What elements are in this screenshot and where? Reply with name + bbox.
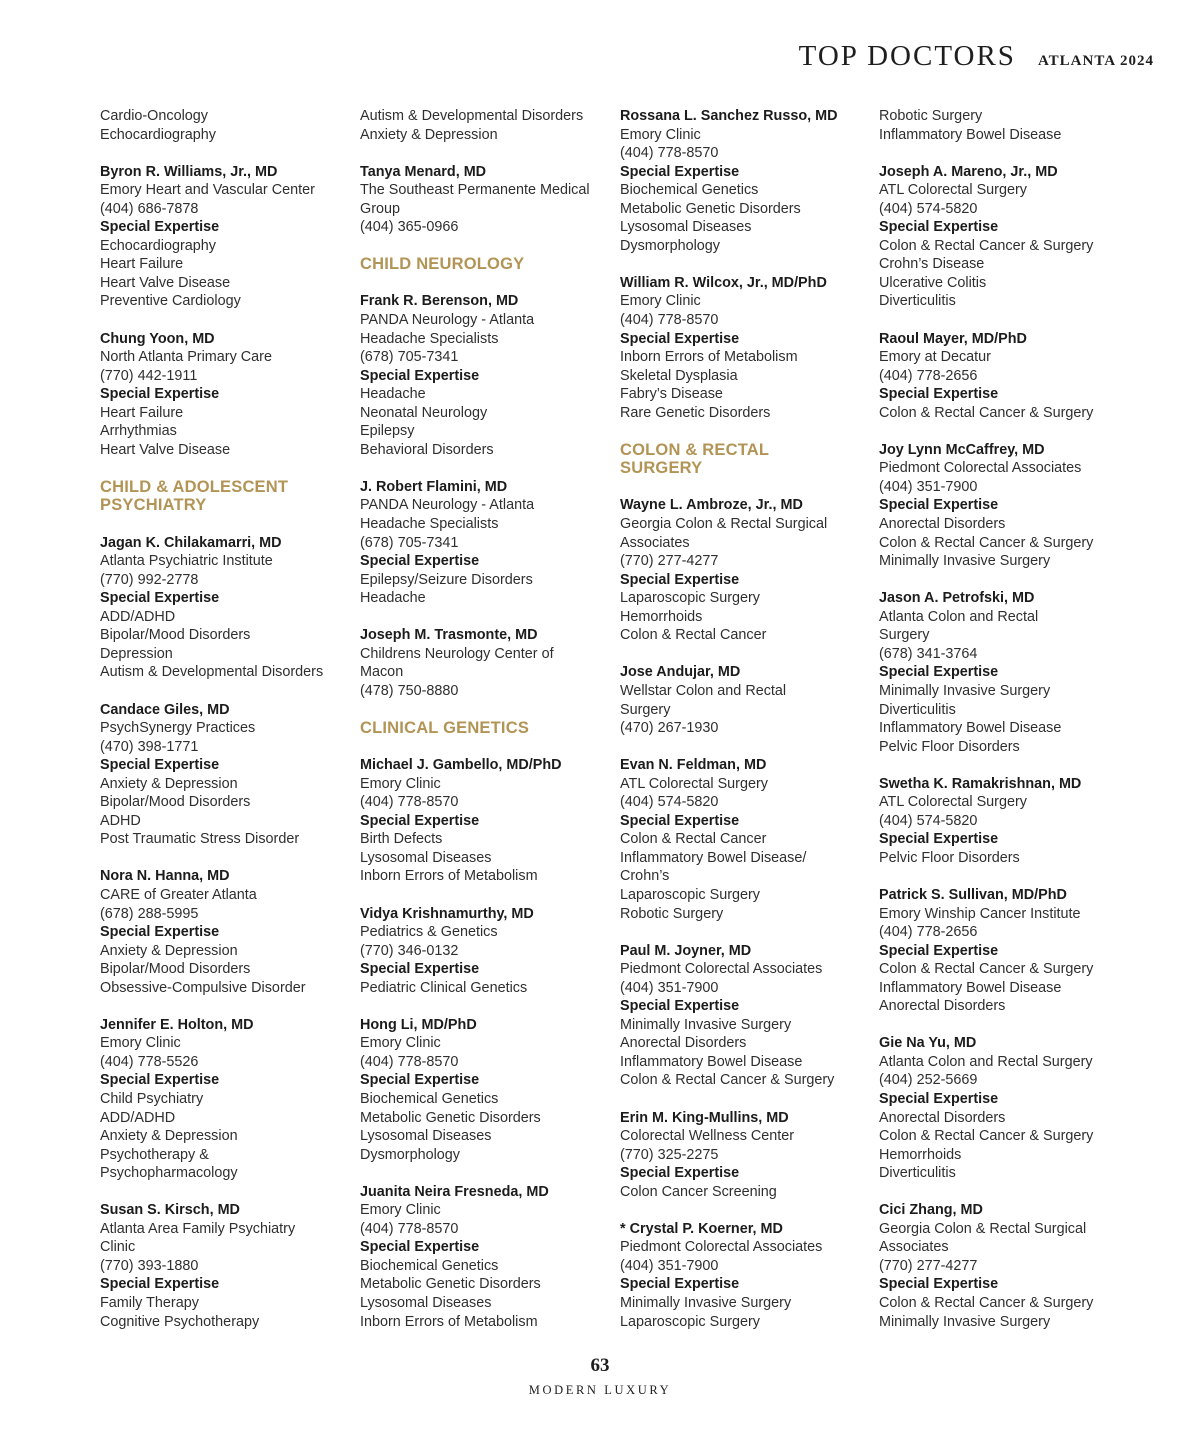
listing-line: Associates <box>620 534 690 551</box>
listing-line: (404) 778-8570 <box>620 312 719 329</box>
listing-line: (478) 750-8880 <box>360 682 459 699</box>
page-number: 63 <box>590 1355 610 1376</box>
spacer <box>100 515 352 534</box>
listing-line: (678) 705-7341 <box>360 349 459 366</box>
listing-column-2 <box>360 107 612 1331</box>
spacer <box>360 886 612 905</box>
listing-line: Arrhythmias <box>100 423 177 440</box>
spacer <box>360 997 612 1016</box>
listing-line: Colorectal Wellness Center <box>620 1128 795 1145</box>
spacer <box>620 1201 872 1220</box>
listing-line: Diverticulitis <box>879 293 956 310</box>
listing-line: Ulcerative Colitis <box>879 274 987 291</box>
listing-line: Macon <box>360 664 404 681</box>
listing-line: Anxiety & Depression <box>100 775 238 792</box>
doctor-name-or-label: Special Expertise <box>620 571 740 588</box>
listing-line: Heart Failure <box>100 404 184 421</box>
listing-line: Echocardiography <box>100 237 216 254</box>
listing-line: Piedmont Colorectal Associates <box>620 961 823 978</box>
listing-line: Child Psychiatry <box>100 1090 204 1107</box>
spacer <box>100 144 352 163</box>
listing-line: Bipolar/Mood Disorders <box>100 627 251 644</box>
doctor-name-or-label: Special Expertise <box>620 998 740 1015</box>
doctor-name-or-label: Michael J. Gambello, MD/PhD <box>360 757 562 774</box>
doctor-name-or-label: Evan N. Feldman, MD <box>620 757 767 774</box>
doctor-name-or-label: Gie Na Yu, MD <box>879 1035 977 1052</box>
listing-line: The Southeast Permanente Medical <box>360 182 590 199</box>
listing-line: Epilepsy/Seizure Disorders <box>360 571 533 588</box>
listing-line: (404) 778-8570 <box>360 1053 459 1070</box>
listing-line: Group <box>360 200 400 217</box>
listing-line: Anxiety & Depression <box>360 126 498 143</box>
doctor-name-or-label: Special Expertise <box>360 553 480 570</box>
listing-line: Inflammatory Bowel Disease <box>879 979 1062 996</box>
listing-line: Georgia Colon & Rectal Surgical <box>879 1220 1087 1237</box>
doctor-name-or-label: Frank R. Berenson, MD <box>360 293 519 310</box>
spacer <box>620 1090 872 1109</box>
doctor-name-or-label: Patrick S. Sullivan, MD/PhD <box>879 886 1067 903</box>
listing-line: PANDA Neurology - Atlanta <box>360 312 535 329</box>
listing-line: Biochemical Genetics <box>620 182 759 199</box>
listing-line: Emory Heart and Vascular Center <box>100 182 315 199</box>
spacer <box>360 237 612 256</box>
listing-line: Fabry’s Disease <box>620 386 723 403</box>
doctor-name-or-label: Jose Andujar, MD <box>620 664 741 681</box>
listing-line: Metabolic Genetic Disorders <box>360 1276 541 1293</box>
listing-line: Laparoscopic Surgery <box>620 1313 760 1330</box>
spacer <box>879 756 1131 775</box>
listing-line: Colon & Rectal Cancer <box>620 627 767 644</box>
listing-line: Anorectal Disorders <box>879 1109 1006 1126</box>
listing-line: (404) 778-8570 <box>360 1220 459 1237</box>
listing-line: (770) 277-4277 <box>879 1257 978 1274</box>
doctor-name-or-label: Special Expertise <box>100 924 220 941</box>
listing-line: Colon & Rectal Cancer & Surgery <box>879 1295 1094 1311</box>
doctor-name-or-label: Joy Lynn McCaffrey, MD <box>879 441 1045 458</box>
specialty-heading: CHILD & ADOLESCENT <box>100 477 289 496</box>
listing-line: (404) 778-2656 <box>879 367 978 384</box>
spacer <box>360 608 612 627</box>
listing-line: Colon & Rectal Cancer & Surgery <box>879 534 1094 551</box>
doctor-name-or-label: Special Expertise <box>879 1090 999 1107</box>
doctor-name-or-label: Special Expertise <box>620 812 740 829</box>
spacer <box>620 645 872 664</box>
listing-line: Rare Genetic Disorders <box>620 404 771 421</box>
spacer <box>100 682 352 701</box>
listing-line: Biochemical Genetics <box>360 1090 499 1107</box>
spacer <box>620 422 872 441</box>
listing-line: Metabolic Genetic Disorders <box>620 200 801 217</box>
publication-subtitle: ATLANTA 2024 <box>1037 53 1154 69</box>
listing-line: (678) 705-7341 <box>360 534 459 551</box>
doctor-name-or-label: Special Expertise <box>879 831 999 848</box>
listing-line: Robotic Surgery <box>879 108 983 124</box>
listing-line: Inflammatory Bowel Disease <box>620 1053 803 1070</box>
specialty-heading: CLINICAL GENETICS <box>360 719 530 738</box>
listing-line: (770) 325-2275 <box>620 1146 719 1163</box>
spacer <box>879 311 1131 330</box>
doctor-name-or-label: Jagan K. Chilakamarri, MD <box>100 534 282 551</box>
doctor-name-or-label: Paul M. Joyner, MD <box>620 942 752 959</box>
listing-line: Heart Valve Disease <box>100 441 231 458</box>
listing-line: Cardio-Oncology <box>100 108 208 124</box>
listing-line: Emory Clinic <box>360 1202 441 1219</box>
doctor-name-or-label: Special Expertise <box>360 961 480 978</box>
listing-line: Atlanta Colon and Rectal <box>879 608 1039 625</box>
spacer <box>100 311 352 330</box>
doctor-name-or-label: Special Expertise <box>360 1239 480 1256</box>
listing-line: Anorectal Disorders <box>879 516 1006 533</box>
listing-line: Autism & Developmental Disorders <box>360 108 584 124</box>
brand-name: MODERN LUXURY <box>528 1383 672 1397</box>
listing-line: Piedmont Colorectal Associates <box>879 460 1082 477</box>
listing-line: (770) 442-1911 <box>100 367 198 384</box>
listing-line: Emory Winship Cancer Institute <box>879 905 1081 922</box>
listing-line: Wellstar Colon and Rectal <box>620 682 787 699</box>
listing-line: Lysosomal Diseases <box>360 849 492 866</box>
spacer <box>620 738 872 757</box>
listing-line: Pelvic Floor Disorders <box>879 849 1020 866</box>
listing-line: Inflammatory Bowel Disease/ <box>620 849 807 866</box>
listing-line: Colon & Rectal Cancer & Surgery <box>879 404 1094 421</box>
listing-line: CARE of Greater Atlanta <box>100 886 257 903</box>
listing-line: Minimally Invasive Surgery <box>620 1016 792 1033</box>
doctor-name-or-label: Hong Li, MD/PhD <box>360 1016 477 1033</box>
listing-line: (404) 778-2656 <box>879 924 978 941</box>
listing-line: (404) 778-8570 <box>620 145 719 162</box>
doctor-name-or-label: Special Expertise <box>360 367 480 384</box>
listing-line: (678) 341-3764 <box>879 645 978 662</box>
listing-line: (770) 393-1880 <box>100 1257 199 1274</box>
listing-line: Bipolar/Mood Disorders <box>100 794 251 811</box>
doctor-name-or-label: Special Expertise <box>879 497 999 514</box>
listing-line: (770) 992-2778 <box>100 571 199 588</box>
listing-line: Diverticulitis <box>879 701 956 718</box>
doctor-name-or-label: J. Robert Flamini, MD <box>360 478 508 495</box>
listing-line: Inborn Errors of Metabolism <box>360 1313 538 1330</box>
listing-line: Inflammatory Bowel Disease <box>879 720 1062 737</box>
listing-line: Emory at Decatur <box>879 349 991 366</box>
listing-line: Lysosomal Diseases <box>620 219 752 236</box>
spacer <box>360 459 612 478</box>
listing-line: Family Therapy <box>100 1295 199 1311</box>
spacer <box>360 274 612 293</box>
specialty-heading: SURGERY <box>620 459 703 478</box>
doctor-name-or-label: Special Expertise <box>100 386 220 403</box>
listing-line: (470) 398-1771 <box>100 738 199 755</box>
doctor-name-or-label: Special Expertise <box>620 330 740 347</box>
listing-line: PANDA Neurology - Atlanta <box>360 497 535 514</box>
listing-line: (404) 778-5526 <box>100 1053 199 1070</box>
listing-line: Bipolar/Mood Disorders <box>100 961 251 978</box>
spacer <box>100 849 352 868</box>
listing-column-3 <box>620 107 872 1331</box>
listing-line: Pediatric Clinical Genetics <box>360 979 528 996</box>
listing-line: (404) 574-5820 <box>620 794 719 811</box>
listing-line: Heart Failure <box>100 256 184 273</box>
listing-line: Piedmont Colorectal Associates <box>620 1239 823 1256</box>
listing-line: ADD/ADHD <box>100 608 176 625</box>
listing-line: Minimally Invasive Surgery <box>879 682 1051 699</box>
listing-line: (404) 351-7900 <box>620 1257 719 1274</box>
spacer <box>620 255 872 274</box>
doctor-name-or-label: Susan S. Kirsch, MD <box>100 1202 240 1219</box>
listing-line: Laparoscopic Surgery <box>620 590 760 607</box>
doctor-name-or-label: Special Expertise <box>100 1276 220 1293</box>
listing-line: (470) 267-1930 <box>620 720 719 737</box>
listing-line: Anorectal Disorders <box>879 998 1006 1015</box>
spacer <box>360 144 612 163</box>
listing-line: Headache <box>360 590 426 607</box>
listing-line: (404) 686-7878 <box>100 200 199 217</box>
listing-line: Inborn Errors of Metabolism <box>620 349 798 366</box>
listing-line: Crohn’s Disease <box>879 256 985 273</box>
spacer <box>360 738 612 757</box>
listing-line: (678) 288-5995 <box>100 905 199 922</box>
listing-line: Surgery <box>620 701 671 718</box>
listing-line: Atlanta Psychiatric Institute <box>100 553 273 570</box>
listing-line: Emory Clinic <box>100 1035 181 1052</box>
listing-line: Echocardiography <box>100 126 216 143</box>
doctor-name-or-label: Tanya Menard, MD <box>360 163 487 180</box>
doctor-name-or-label: Special Expertise <box>879 386 999 403</box>
spacer <box>620 923 872 942</box>
listing-line: Emory Clinic <box>620 126 701 143</box>
listing-line: (404) 252-5669 <box>879 1072 978 1089</box>
listing-line: (404) 365-0966 <box>360 219 459 236</box>
listing-line: Colon & Rectal Cancer & Surgery <box>879 961 1094 978</box>
spacer <box>879 571 1131 590</box>
doctor-name-or-label: Special Expertise <box>620 1165 740 1182</box>
spacer <box>360 1164 612 1183</box>
listing-line: (404) 778-8570 <box>360 794 459 811</box>
listing-line: Epilepsy <box>360 423 415 440</box>
doctor-name-or-label: Swetha K. Ramakrishnan, MD <box>879 775 1082 792</box>
listing-line: Emory Clinic <box>360 1035 441 1052</box>
listing-line: Crohn’s <box>620 868 670 885</box>
doctor-name-or-label: * Crystal P. Koerner, MD <box>620 1220 783 1237</box>
listing-line: (404) 351-7900 <box>879 478 978 495</box>
listing-line: Anorectal Disorders <box>620 1035 747 1052</box>
listing-line: Minimally Invasive Surgery <box>879 553 1051 570</box>
publication-title: TOP DOCTORS <box>798 40 1016 72</box>
listing-line: ADD/ADHD <box>100 1109 176 1126</box>
listing-line: Pelvic Floor Disorders <box>879 738 1020 755</box>
listing-line: (770) 346-0132 <box>360 942 459 959</box>
specialty-heading: CHILD NEUROLOGY <box>360 255 525 274</box>
spacer <box>879 144 1131 163</box>
spacer <box>879 422 1131 441</box>
listing-line: North Atlanta Primary Care <box>100 349 272 366</box>
listing-line: Neonatal Neurology <box>360 404 488 421</box>
listing-line: Lysosomal Diseases <box>360 1128 492 1145</box>
listing-line: Psychopharmacology <box>100 1165 238 1182</box>
doctor-name-or-label: Special Expertise <box>100 219 220 236</box>
listing-line: Dysmorphology <box>360 1146 460 1163</box>
spacer <box>360 701 612 720</box>
listing-line: Headache <box>360 386 426 403</box>
doctor-name-or-label: Jennifer E. Holton, MD <box>100 1016 254 1033</box>
listing-line: (770) 277-4277 <box>620 553 719 570</box>
listing-line: Minimally Invasive Surgery <box>879 1313 1051 1330</box>
listing-line: Psychotherapy & <box>100 1146 209 1163</box>
listing-line: Associates <box>879 1239 949 1256</box>
doctor-name-or-label: Special Expertise <box>360 812 480 829</box>
doctor-listings <box>100 107 1140 1347</box>
doctor-name-or-label: Byron R. Williams, Jr., MD <box>100 163 278 180</box>
listing-line: Childrens Neurology Center of <box>360 645 554 662</box>
listing-line: ATL Colorectal Surgery <box>620 775 768 792</box>
listing-line: Inborn Errors of Metabolism <box>360 868 538 885</box>
listing-line: Biochemical Genetics <box>360 1257 499 1274</box>
page-footer <box>0 1355 1200 1398</box>
listing-line: Atlanta Area Family Psychiatry <box>100 1220 296 1237</box>
spacer <box>879 867 1131 886</box>
listing-line: Robotic Surgery <box>620 905 724 922</box>
doctor-name-or-label: Special Expertise <box>100 1072 220 1089</box>
doctor-name-or-label: Juanita Neira Fresneda, MD <box>360 1183 549 1200</box>
doctor-name-or-label: Cici Zhang, MD <box>879 1202 983 1219</box>
spacer <box>879 1016 1131 1035</box>
doctor-name-or-label: Wayne L. Ambroze, Jr., MD <box>620 497 803 514</box>
listing-line: Georgia Colon & Rectal Surgical <box>620 516 828 533</box>
spacer <box>100 997 352 1016</box>
listing-line: ADHD <box>100 812 141 829</box>
page-header <box>799 40 1154 73</box>
listing-line: Dysmorphology <box>620 237 720 254</box>
specialty-heading: COLON & RECTAL <box>620 440 770 459</box>
listing-line: Colon & Rectal Cancer & Surgery <box>879 237 1094 254</box>
doctor-name-or-label: Chung Yoon, MD <box>100 330 215 347</box>
listing-line: Heart Valve Disease <box>100 274 231 291</box>
listing-line: Post Traumatic Stress Disorder <box>100 831 300 848</box>
listing-line: Lysosomal Diseases <box>360 1295 492 1311</box>
listing-line: Behavioral Disorders <box>360 441 494 458</box>
listing-line: Emory Clinic <box>360 775 441 792</box>
listing-line: Obsessive-Compulsive Disorder <box>100 979 306 996</box>
listing-line: Headache Specialists <box>360 516 499 533</box>
listing-column-4 <box>879 107 1131 1331</box>
listing-column-1 <box>100 107 352 1331</box>
listing-line: Laparoscopic Surgery <box>620 886 760 903</box>
listing-line: PsychSynergy Practices <box>100 720 256 737</box>
listing-line: Surgery <box>879 627 930 644</box>
doctor-name-or-label: Special Expertise <box>620 1276 740 1293</box>
listing-line: Hemorrhoids <box>879 1146 962 1163</box>
listing-line: Hemorrhoids <box>620 608 703 625</box>
listing-line: Birth Defects <box>360 831 443 848</box>
spacer <box>879 1183 1131 1202</box>
listing-line: Colon & Rectal Cancer <box>620 831 767 848</box>
doctor-name-or-label: Rossana L. Sanchez Russo, MD <box>620 108 838 124</box>
doctor-name-or-label: Nora N. Hanna, MD <box>100 868 230 885</box>
listing-line: ATL Colorectal Surgery <box>879 182 1027 199</box>
doctor-name-or-label: Raoul Mayer, MD/PhD <box>879 330 1027 347</box>
listing-line: Minimally Invasive Surgery <box>620 1295 792 1311</box>
spacer <box>100 1183 352 1202</box>
listing-line: Depression <box>100 645 173 662</box>
listing-line: Metabolic Genetic Disorders <box>360 1109 541 1126</box>
listing-line: Autism & Developmental Disorders <box>100 664 324 681</box>
listing-line: Anxiety & Depression <box>100 942 238 959</box>
listing-line: Inflammatory Bowel Disease <box>879 126 1062 143</box>
listing-line: (404) 574-5820 <box>879 812 978 829</box>
doctor-name-or-label: Special Expertise <box>620 163 740 180</box>
doctor-name-or-label: Special Expertise <box>100 590 220 607</box>
listing-line: Diverticulitis <box>879 1165 956 1182</box>
doctor-name-or-label: Candace Giles, MD <box>100 701 230 718</box>
doctor-name-or-label: Jason A. Petrofski, MD <box>879 590 1035 607</box>
doctor-name-or-label: Joseph A. Mareno, Jr., MD <box>879 163 1058 180</box>
doctor-name-or-label: Special Expertise <box>100 757 220 774</box>
doctor-name-or-label: Vidya Krishnamurthy, MD <box>360 905 534 922</box>
listing-line: Cognitive Psychotherapy <box>100 1313 260 1330</box>
doctor-name-or-label: Erin M. King-Mullins, MD <box>620 1109 789 1126</box>
listing-line: Clinic <box>100 1239 136 1256</box>
listing-line: (404) 351-7900 <box>620 979 719 996</box>
listing-line: Headache Specialists <box>360 330 499 347</box>
listing-line: ATL Colorectal Surgery <box>879 794 1027 811</box>
doctor-name-or-label: Special Expertise <box>360 1072 480 1089</box>
listing-line: Colon & Rectal Cancer & Surgery <box>879 1128 1094 1145</box>
doctor-name-or-label: Special Expertise <box>879 219 999 236</box>
listing-line: Skeletal Dysplasia <box>620 367 738 384</box>
doctor-name-or-label: Joseph M. Trasmonte, MD <box>360 627 538 644</box>
listing-line: Colon & Rectal Cancer & Surgery <box>620 1072 835 1089</box>
spacer <box>100 459 352 478</box>
listing-line: Pediatrics & Genetics <box>360 924 498 941</box>
doctor-name-or-label: Special Expertise <box>879 942 999 959</box>
listing-line: (404) 574-5820 <box>879 200 978 217</box>
doctor-name-or-label: Special Expertise <box>879 664 999 681</box>
specialty-heading: PSYCHIATRY <box>100 496 207 515</box>
listing-line: Colon Cancer Screening <box>620 1183 777 1200</box>
listing-line: Atlanta Colon and Rectal Surgery <box>879 1053 1093 1070</box>
doctor-name-or-label: William R. Wilcox, Jr., MD/PhD <box>620 274 827 291</box>
doctor-name-or-label: Special Expertise <box>879 1276 999 1293</box>
listing-line: Preventive Cardiology <box>100 293 241 310</box>
spacer <box>620 478 872 497</box>
listing-line: Emory Clinic <box>620 293 701 310</box>
listing-line: Anxiety & Depression <box>100 1128 238 1145</box>
